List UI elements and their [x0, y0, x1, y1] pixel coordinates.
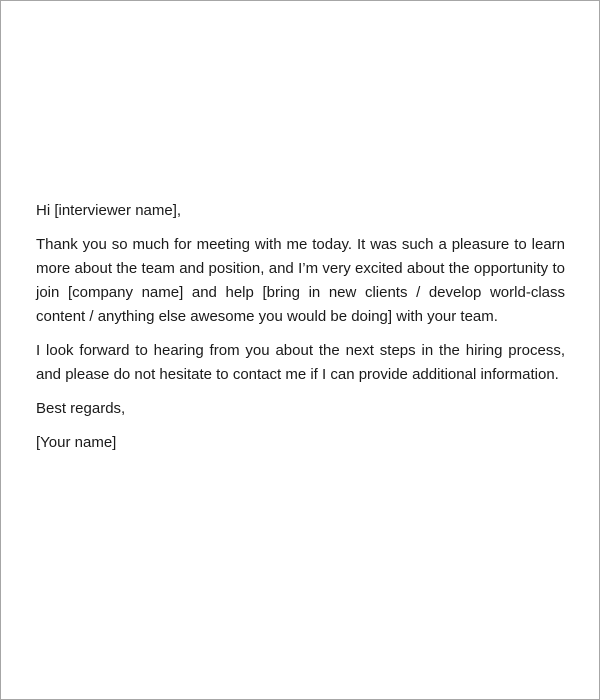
letter-closing: Best regards,	[36, 400, 126, 417]
letter-body	[36, 199, 565, 465]
letter-paragraph-1: Thank you so much for meeting with me today. It was such a pleasure to learn more about the team and position, and I’m very excited about the opportunity to join [company name] and help [bring in new clients / develop world-class content / anything else awesome you would be doing] with your team.	[36, 236, 565, 325]
letter-paragraph-2: I look forward to hearing from you about the next steps in the hiring process, and please do not hesitate to contact me if I can provide additional information.	[36, 342, 565, 383]
letter-signature: [Your name]	[36, 434, 117, 451]
letter-salutation: Hi [interviewer name],	[36, 202, 182, 219]
